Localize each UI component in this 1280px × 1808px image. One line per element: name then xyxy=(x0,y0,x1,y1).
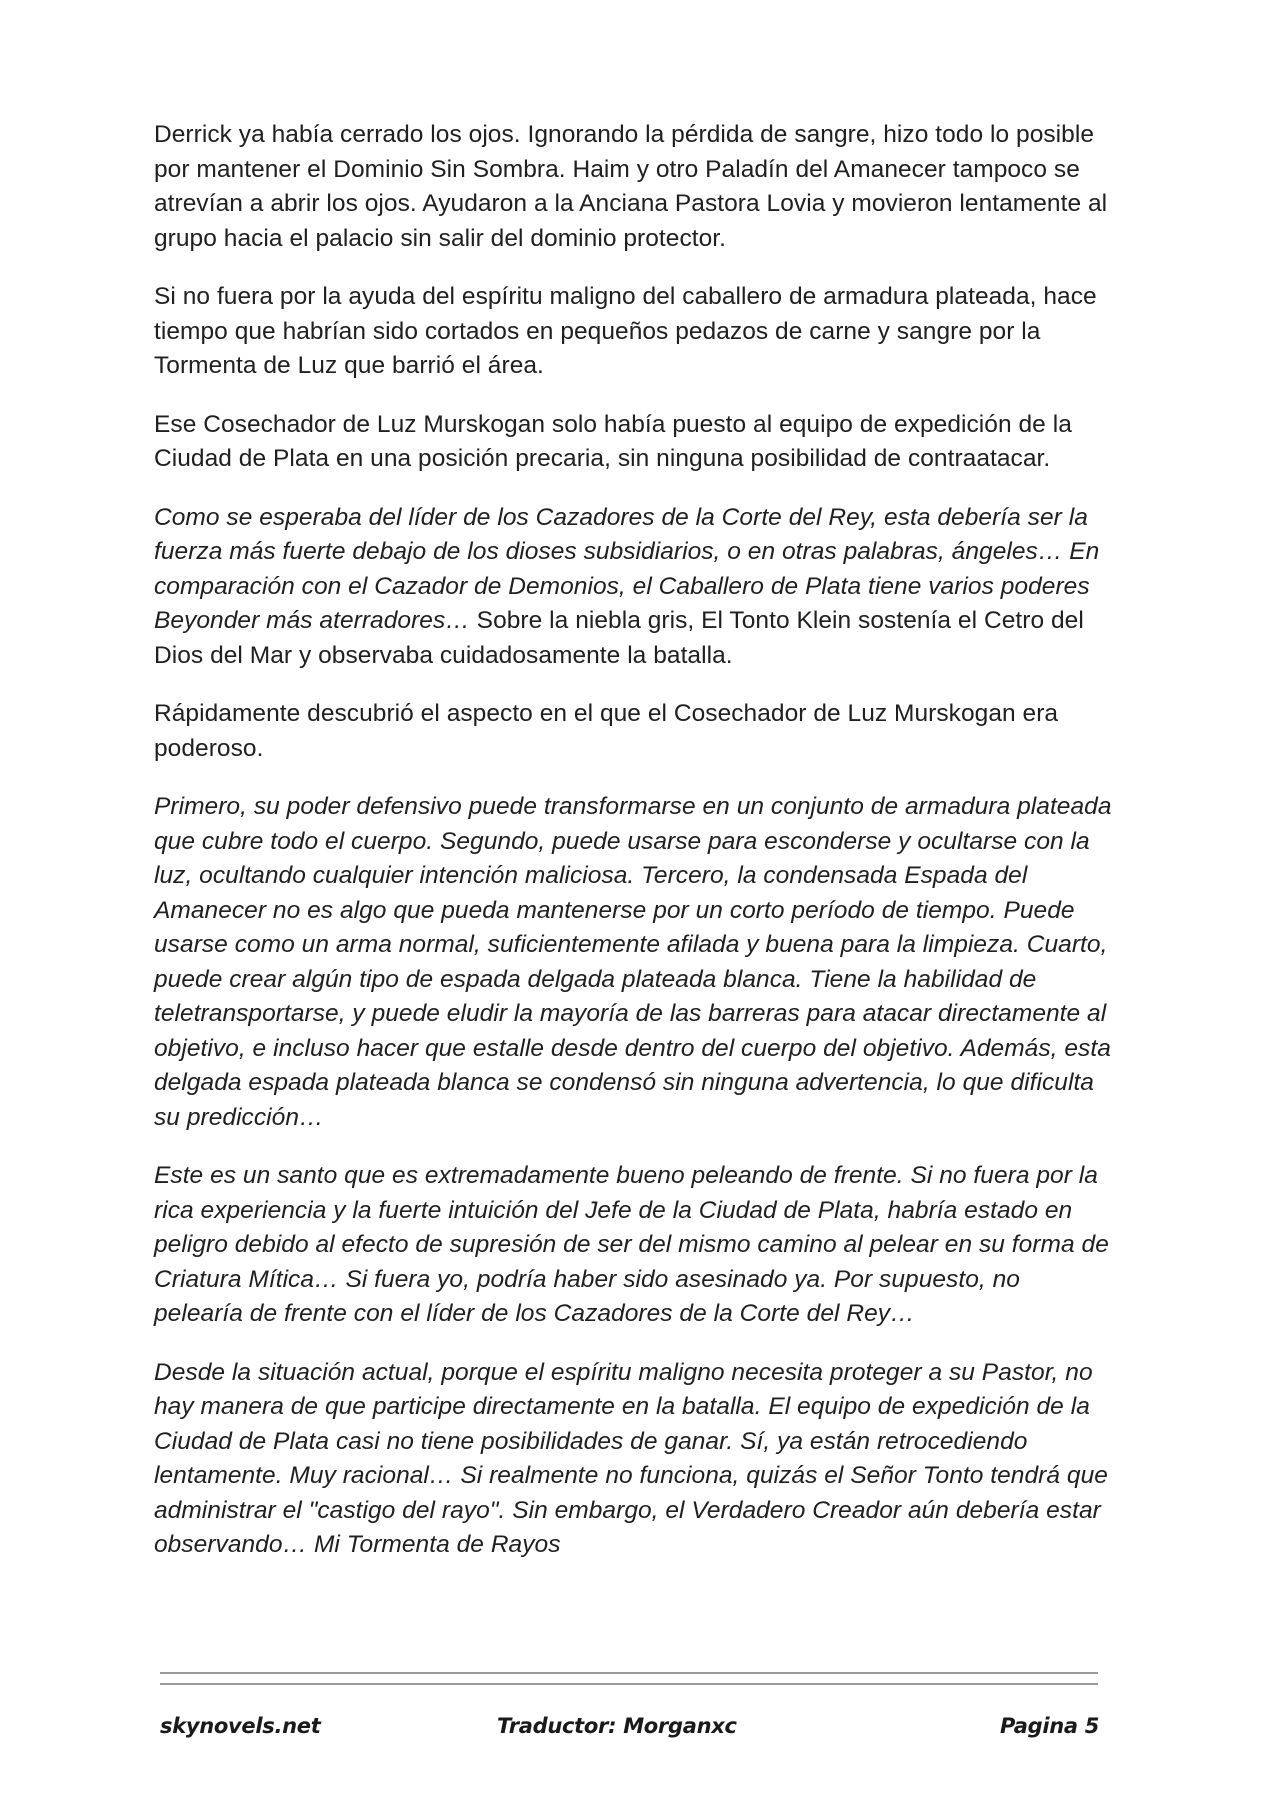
paragraph-4-italic: Como se esperaba del líder de los Cazadores de la Corte del Rey, esta debería ser la fuerza más fuerte debajo de los dioses subsidiarios, o en otras palabras, ángeles… En comparación con el Cazador de Demonios, el Caballero de Plata tiene varios poderes Beyonder más aterradores… xyxy=(154,503,1100,634)
paragraph-4 xyxy=(154,501,1114,674)
paragraph-7: Este es un santo que es extremadamente bueno peleando de frente. Si no fuera por la rica experiencia y la fuerte intuición del Jefe de la Ciudad de Plata, habría estado en peligro debido al efecto de supresión de ser del mismo camino al pelear en su forma de Criatura Mítica… Si fuera yo, podría haber sido asesinado ya. Por supuesto, no pelearía de frente con el líder de los Cazadores de la Corte del Rey… xyxy=(154,1162,1109,1327)
paragraph-3: Ese Cosechador de Luz Murskogan solo había puesto al equipo de expedición de la Ciudad de Plata en una posición precaria, sin ninguna posibilidad de contraatacar. xyxy=(154,410,1072,472)
paragraph-5: Rápidamente descubrió el aspecto en el que el Cosechador de Luz Murskogan era poderoso. xyxy=(154,700,1059,762)
paragraph-2: Si no fuera por la ayuda del espíritu maligno del caballero de armadura plateada, hace tiempo que habrían sido cortados en pequeños pedazos de carne y sangre por la Tormenta de Luz que barrió el área. xyxy=(154,283,1097,379)
paragraph-6: Primero, su poder defensivo puede transformarse en un conjunto de armadura plateada que cubre todo el cuerpo. Segundo, puede usarse para esconderse y ocultarse con la luz, ocultando cualquier intención maliciosa. Tercero, la condensada Espada del Amanecer no es algo que pueda mantenerse por un corto período de tiempo. Puede usarse como un arma normal, suficientemente afilada y buena para la limpieza. Cuarto, puede crear algún tipo de espada delgada plateada blanca. Tiene la habilidad de teletransportarse, y puede eludir la mayoría de las barreras para atacar directamente al objetivo, e incluso hacer que estalle desde dentro del cuerpo del objetivo. Además, esta delgada espada plateada blanca se condensó sin ninguna advertencia, lo que dificulta su predicción… xyxy=(154,793,1112,1131)
paragraph-1: Derrick ya había cerrado los ojos. Ignorando la pérdida de sangre, hizo todo lo posible por mantener el Dominio Sin Sombra. Haim y otro Paladín del Amanecer tampoco se atrevían a abrir los ojos. Ayudaron a la Anciana Pastora Lovia y movieron lentamente al grupo hacia el palacio sin salir del dominio protector. xyxy=(154,121,1108,252)
body-text xyxy=(154,118,1114,1587)
footer-translator: Traductor: Morganxc xyxy=(497,1714,737,1738)
footer-divider-top xyxy=(160,1672,1098,1674)
footer-page-number: Pagina 5 xyxy=(1000,1714,1100,1738)
footer-site: skynovels.net xyxy=(160,1714,321,1738)
paragraph-4-normal: Sobre la niebla gris, El Tonto Klein sostenía el Cetro del Dios del Mar y observaba cuidadosamente la batalla. xyxy=(154,607,1084,669)
paragraph-8: Desde la situación actual, porque el espíritu maligno necesita proteger a su Pastor, no hay manera de que participe directamente en la batalla. El equipo de expedición de la Ciudad de Plata casi no tiene posibilidades de ganar. Sí, ya están retrocediendo lentamente. Muy racional… Si realmente no funciona, quizás el Señor Tonto tendrá que administrar el "castigo del rayo". Sin embargo, el Verdadero Creador aún debería estar observando… Mi Tormenta de Rayos xyxy=(154,1358,1108,1558)
footer-divider-bottom xyxy=(160,1683,1098,1685)
